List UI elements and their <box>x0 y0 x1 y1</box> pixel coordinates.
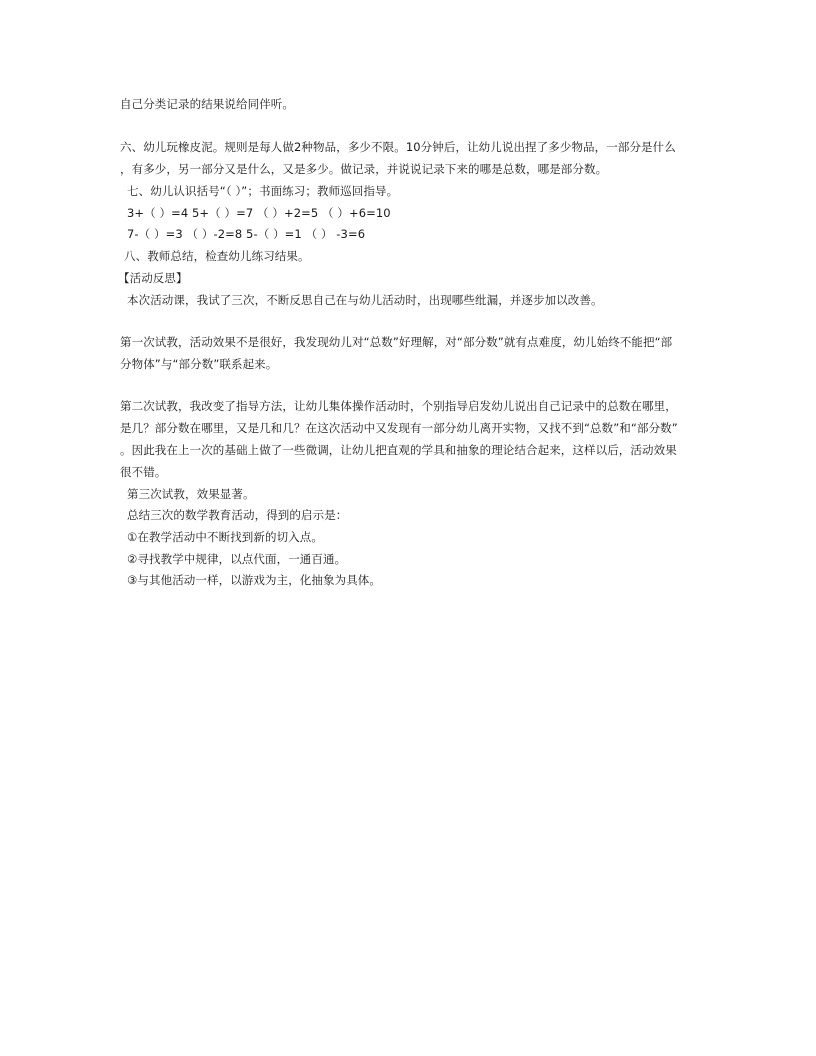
text-line: ，有多少，另一部分又是什么，又是多少。做记录，并说说记录下来的哪是总数，哪是部分数。 <box>120 162 608 176</box>
text-line: 七、幼儿认识括号“（ ）”；书面练习；教师巡回指导。 <box>127 184 399 198</box>
text-line: 六、幼儿玩橡皮泥。规则是每人做2种物品，多少不限。10分钟后，让幼儿说出捏了多少物品，一部分是什么 <box>120 140 676 154</box>
text-line: 自己分类记录的结果说给同伴听。 <box>120 97 294 111</box>
list-item: ③与其他活动一样，以游戏为主，化抽象为具体。 <box>127 573 382 587</box>
text-line: 分物体”与“部分数”联系起来。 <box>120 357 278 371</box>
math-exercise-line: 7-（ ）=3 （ ）-2=8 5-（ ）=1 （ ） -3=6 <box>127 227 366 241</box>
text-line: 总结三次的数学教育活动，得到的启示是： <box>127 508 348 522</box>
text-line: 很不错。 <box>120 465 167 479</box>
text-line: 八、教师总结，检查幼儿练习结果。 <box>124 249 310 263</box>
text-line: 第二次试教，我改变了指导方法，让幼儿集体操作活动时，个别指导启发幼儿说出自己记录中的总数在哪里， <box>120 399 677 413</box>
list-item: ①在教学活动中不断找到新的切入点。 <box>127 530 324 544</box>
text-line: 本次活动课，我试了三次，不断反思自己在与幼儿活动时，出现哪些纰漏，并逐步加以改善。 <box>127 293 603 307</box>
list-item: ②寻找教学中规律，以点代面，一通百通。 <box>127 552 347 566</box>
math-exercise-line: 3+（ ）=4 5+（ ）=7 （ ）+2=5 （ ）+6=10 <box>127 206 391 220</box>
section-heading: 【活动反思】 <box>118 271 188 285</box>
text-line: 第一次试教，活动效果不是很好，我发现幼儿对“总数”好理解，对“部分数”就有点难度，幼儿始终不能把“部 <box>120 335 673 349</box>
text-line: 。因此我在上一次的基础上做了一些微调，让幼儿把直观的学具和抽象的理论结合起来，这样以后，活动效果 <box>120 443 677 457</box>
text-line: 是几？部分数在哪里，又是几和几？在这次活动中又发现有一部分幼儿离开实物，又找不到“总数”和“部分数” <box>120 421 678 435</box>
text-line: 第三次试教，效果显著。 <box>127 487 255 501</box>
